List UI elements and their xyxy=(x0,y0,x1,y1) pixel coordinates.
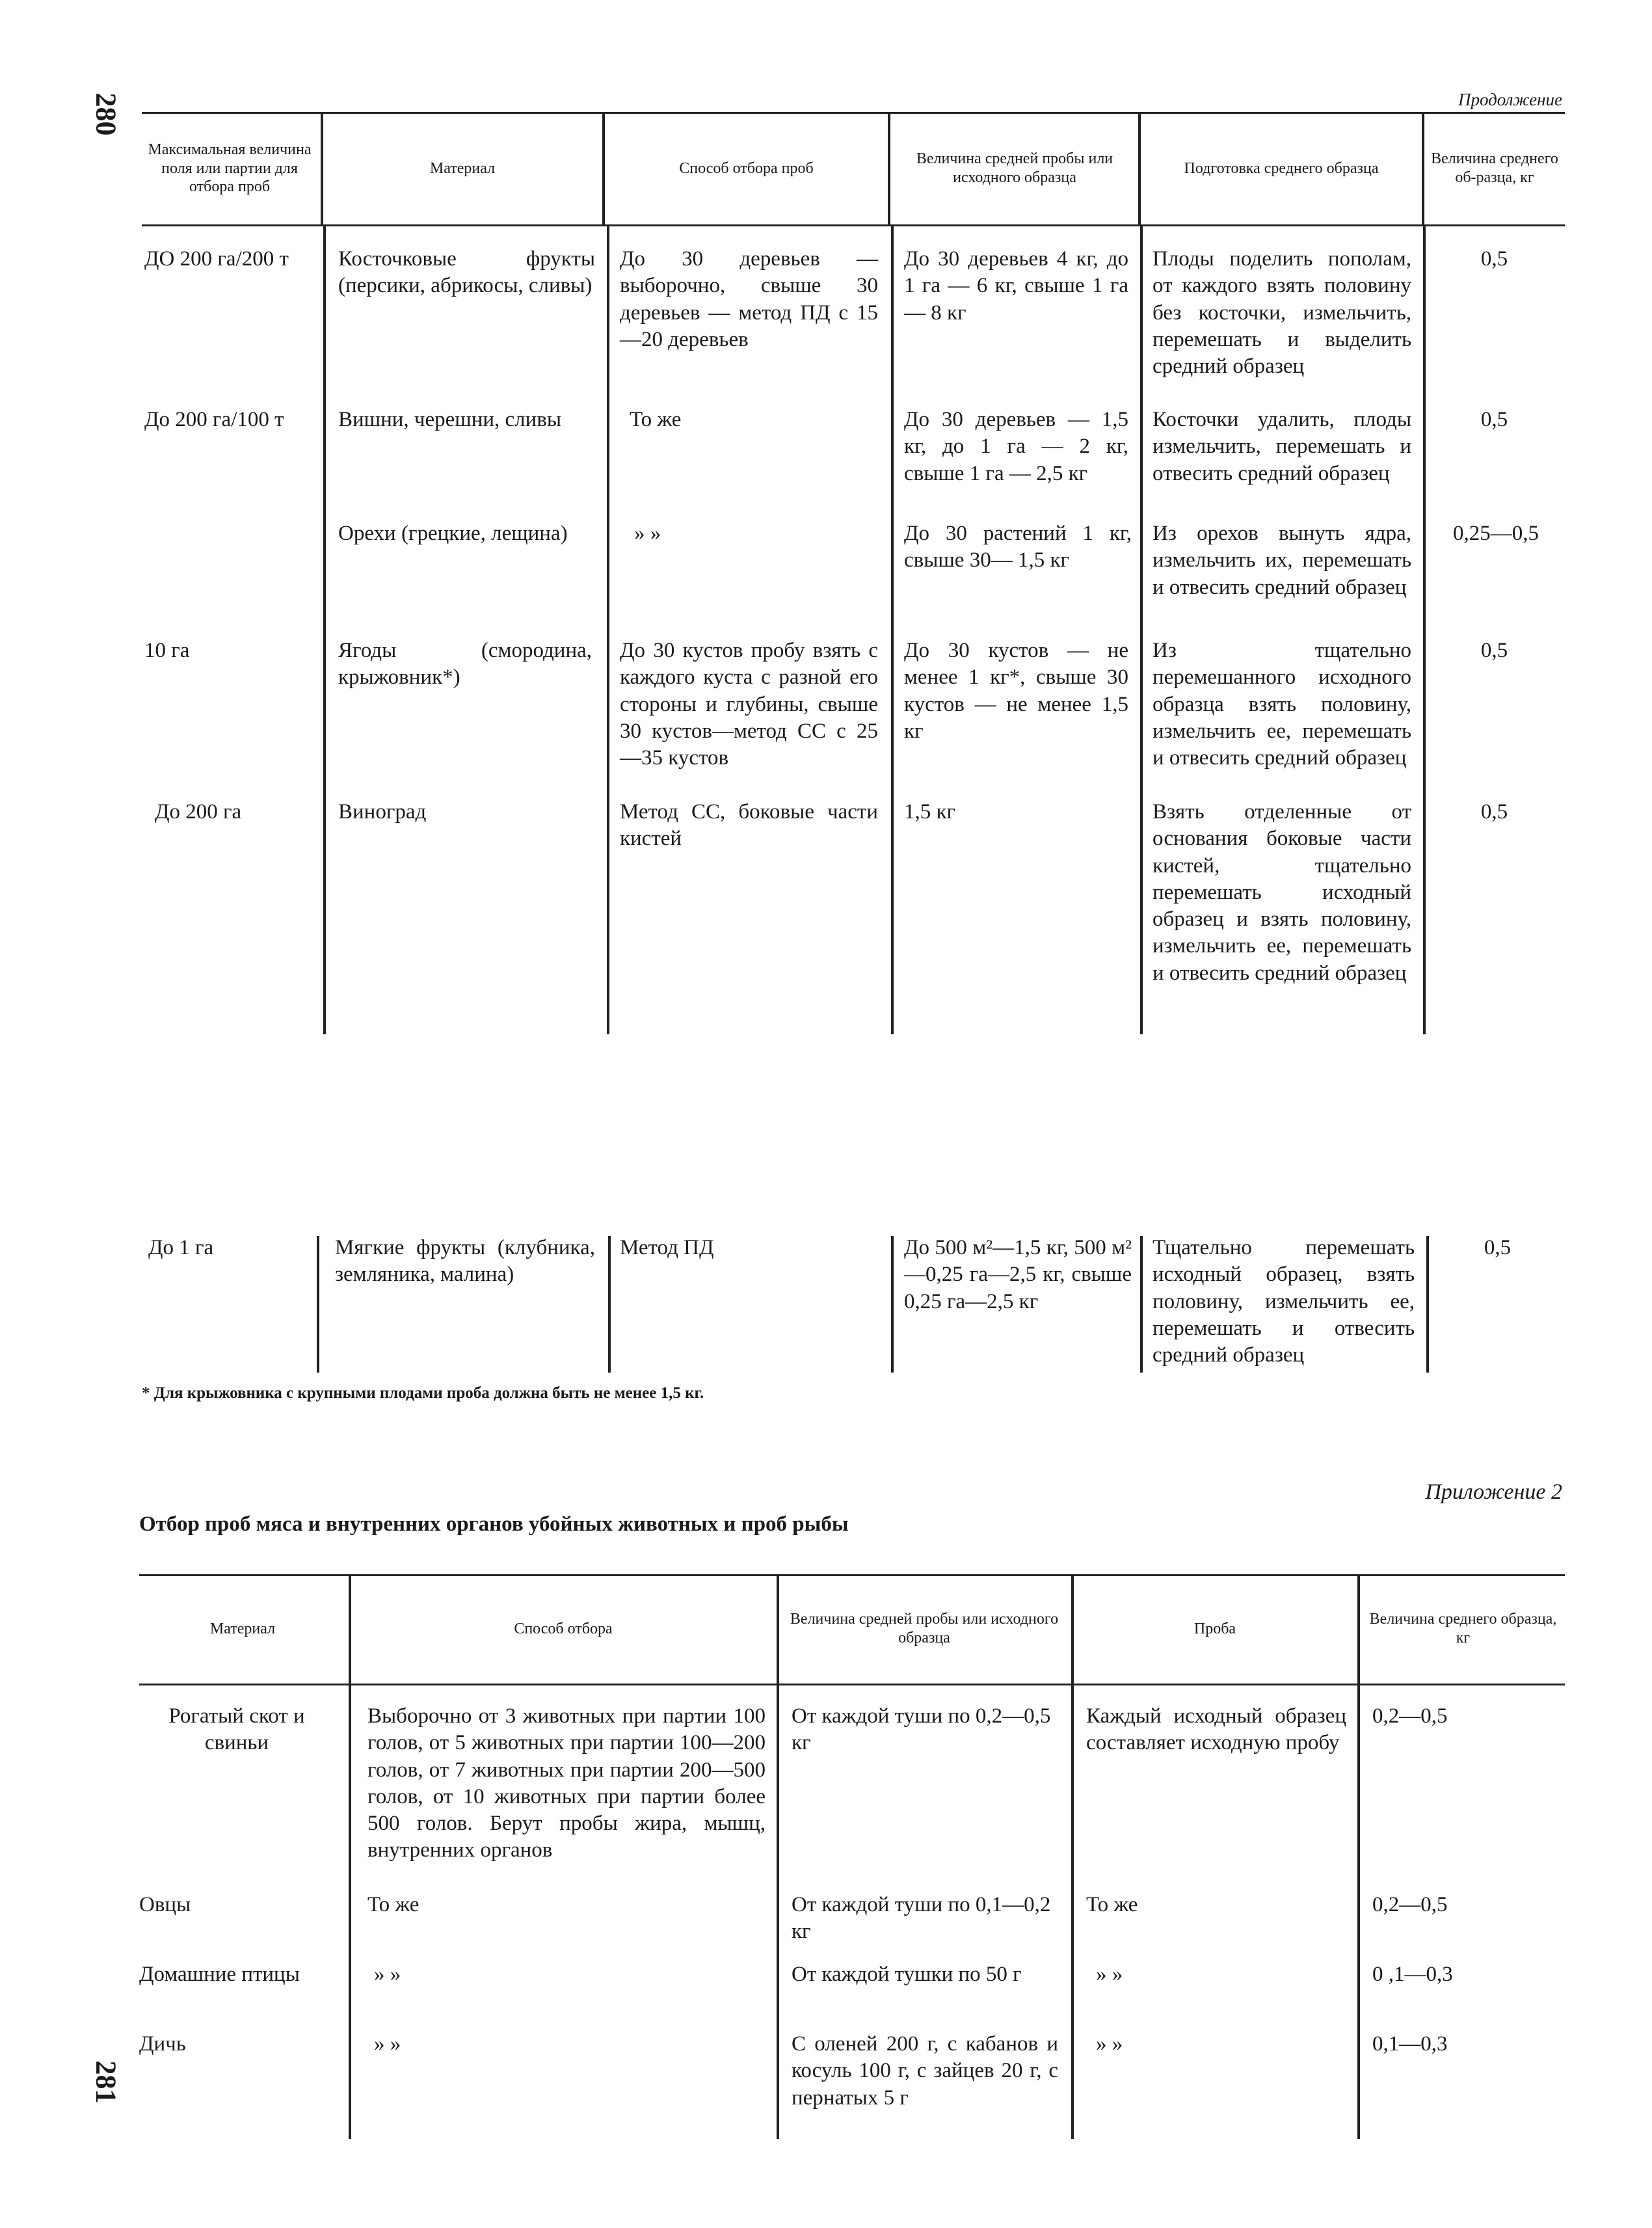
table1-cell-material: Вишни, черешни, сливы xyxy=(338,408,562,431)
table2-col-divider xyxy=(1071,1574,1074,1684)
table1-cell-area: ДО 200 га/200 т xyxy=(144,247,289,271)
table2-col-divider xyxy=(1357,1684,1360,2139)
table2-cell-sample-size: От каждой тушки по 50 г xyxy=(792,1963,1022,1986)
table1-cell-avg-size: 0,5 xyxy=(1480,247,1508,271)
table1-cell-method: Метод СС, боковые части кистей xyxy=(620,800,878,851)
table1-cell-preparation: Взять отделенные от основания боковые части кистей, тщательно перемешать исходный образец и взять половину, измельчить ее, перемешать и отвесить средний образец xyxy=(1152,800,1411,985)
appendix-label: Приложение 2 xyxy=(1425,1480,1562,1504)
table2-header-avg-size: Величина среднего образца, кг xyxy=(1369,1611,1557,1646)
table2-cell-sample: То же xyxy=(1086,1893,1138,1916)
table2-top-rule xyxy=(139,1574,1565,1576)
table2-col-divider xyxy=(777,1684,779,2139)
table1-col-divider xyxy=(1422,112,1424,224)
page-number-bottom: 281 xyxy=(90,2060,122,2104)
table1-cell-sample-size: До 30 растений 1 кг, свыше 30— 1,5 кг xyxy=(904,522,1132,572)
table1-header-avg-size: Величина среднего об-разца, кг xyxy=(1431,150,1558,186)
table1-col-divider xyxy=(888,112,890,224)
table2-cell-avg-size: 0,2—0,5 xyxy=(1372,1893,1448,1916)
table1-col-divider xyxy=(602,112,605,224)
table2-header-method: Способ отбора xyxy=(514,1620,613,1637)
table1-cell-method: » » xyxy=(634,522,661,545)
table1-top-rule xyxy=(142,112,1565,114)
table1-cell-material: Косточковые фрукты (персики, абрикосы, сливы) xyxy=(338,247,595,298)
table1-col-divider xyxy=(891,224,894,1034)
table1-cell-sample-size: До 30 кустов — не менее 1 кг*, свыше 30 кустов — не менее 1,5 кг xyxy=(904,639,1128,743)
table2-cell-material: Дичь xyxy=(139,2032,186,2056)
table1-cell-avg-size: 0,5 xyxy=(1480,639,1508,662)
table1-cell-material: Виноград xyxy=(338,800,427,824)
table2-header-sample: Проба xyxy=(1193,1620,1236,1637)
table1-cell-method: То же xyxy=(630,408,682,431)
footnote: * Для крыжовника с крупными плодами проба должна быть не менее 1,5 кг. xyxy=(142,1384,704,1402)
table2-col-divider xyxy=(1071,1684,1074,2139)
table1-cell-avg-size: 0,25—0,5 xyxy=(1453,522,1539,545)
table1-header-sample-size: Величина средней пробы или исходного образца xyxy=(916,150,1113,186)
table1-cell-avg-size: 0,5 xyxy=(1480,408,1508,431)
table2-col-divider xyxy=(1357,1574,1360,1684)
table1-header-method: Способ отбора проб xyxy=(679,159,814,177)
table1-header-max-area: Максимальная величина поля или партии для отбора проб xyxy=(148,141,312,196)
table1-header-preparation: Подготовка среднего образца xyxy=(1184,159,1379,177)
table1-cell-area: До 200 га xyxy=(155,800,242,824)
table1-cell-preparation: Плоды поделить пополам, от каждого взять половину без косточки, измельчить, перемешать и выделить средний образец xyxy=(1152,247,1411,378)
table1-cell-avg-size: 0,5 xyxy=(1484,1236,1512,1259)
section-title: Отбор проб мяса и внутренних органов убойных животных и проб рыбы xyxy=(139,1512,849,1536)
table2-col-divider xyxy=(777,1574,779,1684)
table1-col-divider xyxy=(321,112,323,224)
table1-cell-sample-size: 1,5 кг xyxy=(904,800,956,824)
table1-cell-method: До 30 деревьев — выборочно, свыше 30 деревьев — метод ПД с 15—20 деревьев xyxy=(620,247,878,351)
table2-cell-method: » » xyxy=(374,1963,401,1986)
table2-cell-method: » » xyxy=(374,2032,401,2056)
table1-col-divider xyxy=(1138,112,1141,224)
table2-cell-material: Рогатый скот и свиньи xyxy=(168,1704,305,1755)
table1-cell-sample-size: До 30 деревьев — 1,5 кг, до 1 га — 2 кг, свыше 1 га — 2,5 кг xyxy=(904,408,1128,485)
table1-cell-material: Орехи (грецкие, лещина) xyxy=(338,522,568,545)
table1-col-divider xyxy=(607,224,609,1034)
table1-cell-area: До 1 га xyxy=(148,1236,214,1259)
page-number-top: 280 xyxy=(90,92,122,136)
table1-col-divider xyxy=(891,1236,894,1373)
table1-cell-preparation: Тщательно перемешать исходный образец, взять половину, измельчить ее, перемешать и отвесить средний образец xyxy=(1152,1236,1415,1367)
table1-cell-area: 10 га xyxy=(144,639,190,662)
table2-cell-sample: » » xyxy=(1096,1963,1123,1986)
table1-header-rule xyxy=(142,224,1565,226)
table1-cell-material: Ягоды (смородина, крыжовник*) xyxy=(338,639,592,690)
table1-col-divider xyxy=(608,1236,611,1373)
table1-cell-method: Метод ПД xyxy=(620,1236,714,1259)
table2-cell-method: Выборочно от 3 животных при партии 100 голов, от 5 животных при партии 100—200 голов, от 7 животных при партии 200—500 голов, от 10 животных при партии более 500 голов. Берут пробы жира, мышц, внутренних органов xyxy=(367,1704,766,1862)
table1-cell-method: До 30 кустов пробу взять с каждого куста с разной его стороны и глубины, свыше 30 кустов—метод СС с 25—35 кустов xyxy=(620,639,878,770)
table1-col-divider xyxy=(1140,1236,1143,1373)
table2-cell-sample-size: С оленей 200 г, с кабанов и косуль 100 г, с зайцев 20 г, с пернатых 5 г xyxy=(792,2032,1058,2110)
table1-col-divider xyxy=(323,224,326,1034)
table1-cell-preparation: Из орехов вынуть ядра, измельчить их, перемешать и отвесить средний образец xyxy=(1152,522,1411,599)
table1-col-divider xyxy=(1426,1236,1429,1373)
table1-cell-sample-size: До 500 м²—1,5 кг, 500 м²—0,25 га—2,5 кг, свыше 0,25 га—2,5 кг xyxy=(904,1236,1132,1313)
table2-col-divider xyxy=(349,1684,351,2139)
table1-cell-area: До 200 га/100 т xyxy=(144,408,284,431)
table1-col-divider xyxy=(317,1236,319,1373)
table1-col-divider xyxy=(1140,224,1143,1034)
table2-cell-avg-size: 0,2—0,5 xyxy=(1372,1704,1448,1728)
table1-cell-preparation: Из тщательно перемешанного исходного образца взять половину, измельчить ее, перемешать и отвесить средний образец xyxy=(1152,639,1411,770)
table2-cell-sample-size: От каждой туши по 0,2—0,5 кг xyxy=(792,1704,1051,1755)
table1-cell-material: Мягкие фрукты (клубника, земляника, малина) xyxy=(335,1236,595,1287)
table2-cell-method: То же xyxy=(367,1893,420,1916)
table1-cell-avg-size: 0,5 xyxy=(1480,800,1508,824)
table2-cell-avg-size: 0,1—0,3 xyxy=(1372,2032,1448,2056)
table2-cell-avg-size: 0 ,1—0,3 xyxy=(1372,1963,1453,1986)
table2-cell-sample: Каждый исходный образец составляет исходную пробу xyxy=(1086,1704,1346,1755)
table2-cell-sample-size: От каждой туши по 0,1—0,2 кг xyxy=(792,1893,1051,1944)
table1-col-divider xyxy=(1423,224,1426,1034)
table2-header-sample-size: Величина средней пробы или исходного образца xyxy=(790,1611,1059,1646)
continuation-label: Продолжение xyxy=(1458,90,1562,109)
table2-cell-material: Овцы xyxy=(139,1893,191,1916)
table1-cell-sample-size: До 30 деревьев 4 кг, до 1 га — 6 кг, свыше 1 га — 8 кг xyxy=(904,247,1128,325)
table2-header-material: Материал xyxy=(209,1620,276,1637)
table2-col-divider xyxy=(349,1574,351,1684)
table1-header-material: Материал xyxy=(429,159,496,177)
table2-cell-sample: » » xyxy=(1096,2032,1123,2056)
table2-cell-material: Домашние птицы xyxy=(139,1963,300,1986)
table2-header-rule xyxy=(139,1684,1565,1685)
table1-cell-preparation: Косточки удалить, плоды измельчить, перемешать и отвесить средний образец xyxy=(1152,408,1411,485)
